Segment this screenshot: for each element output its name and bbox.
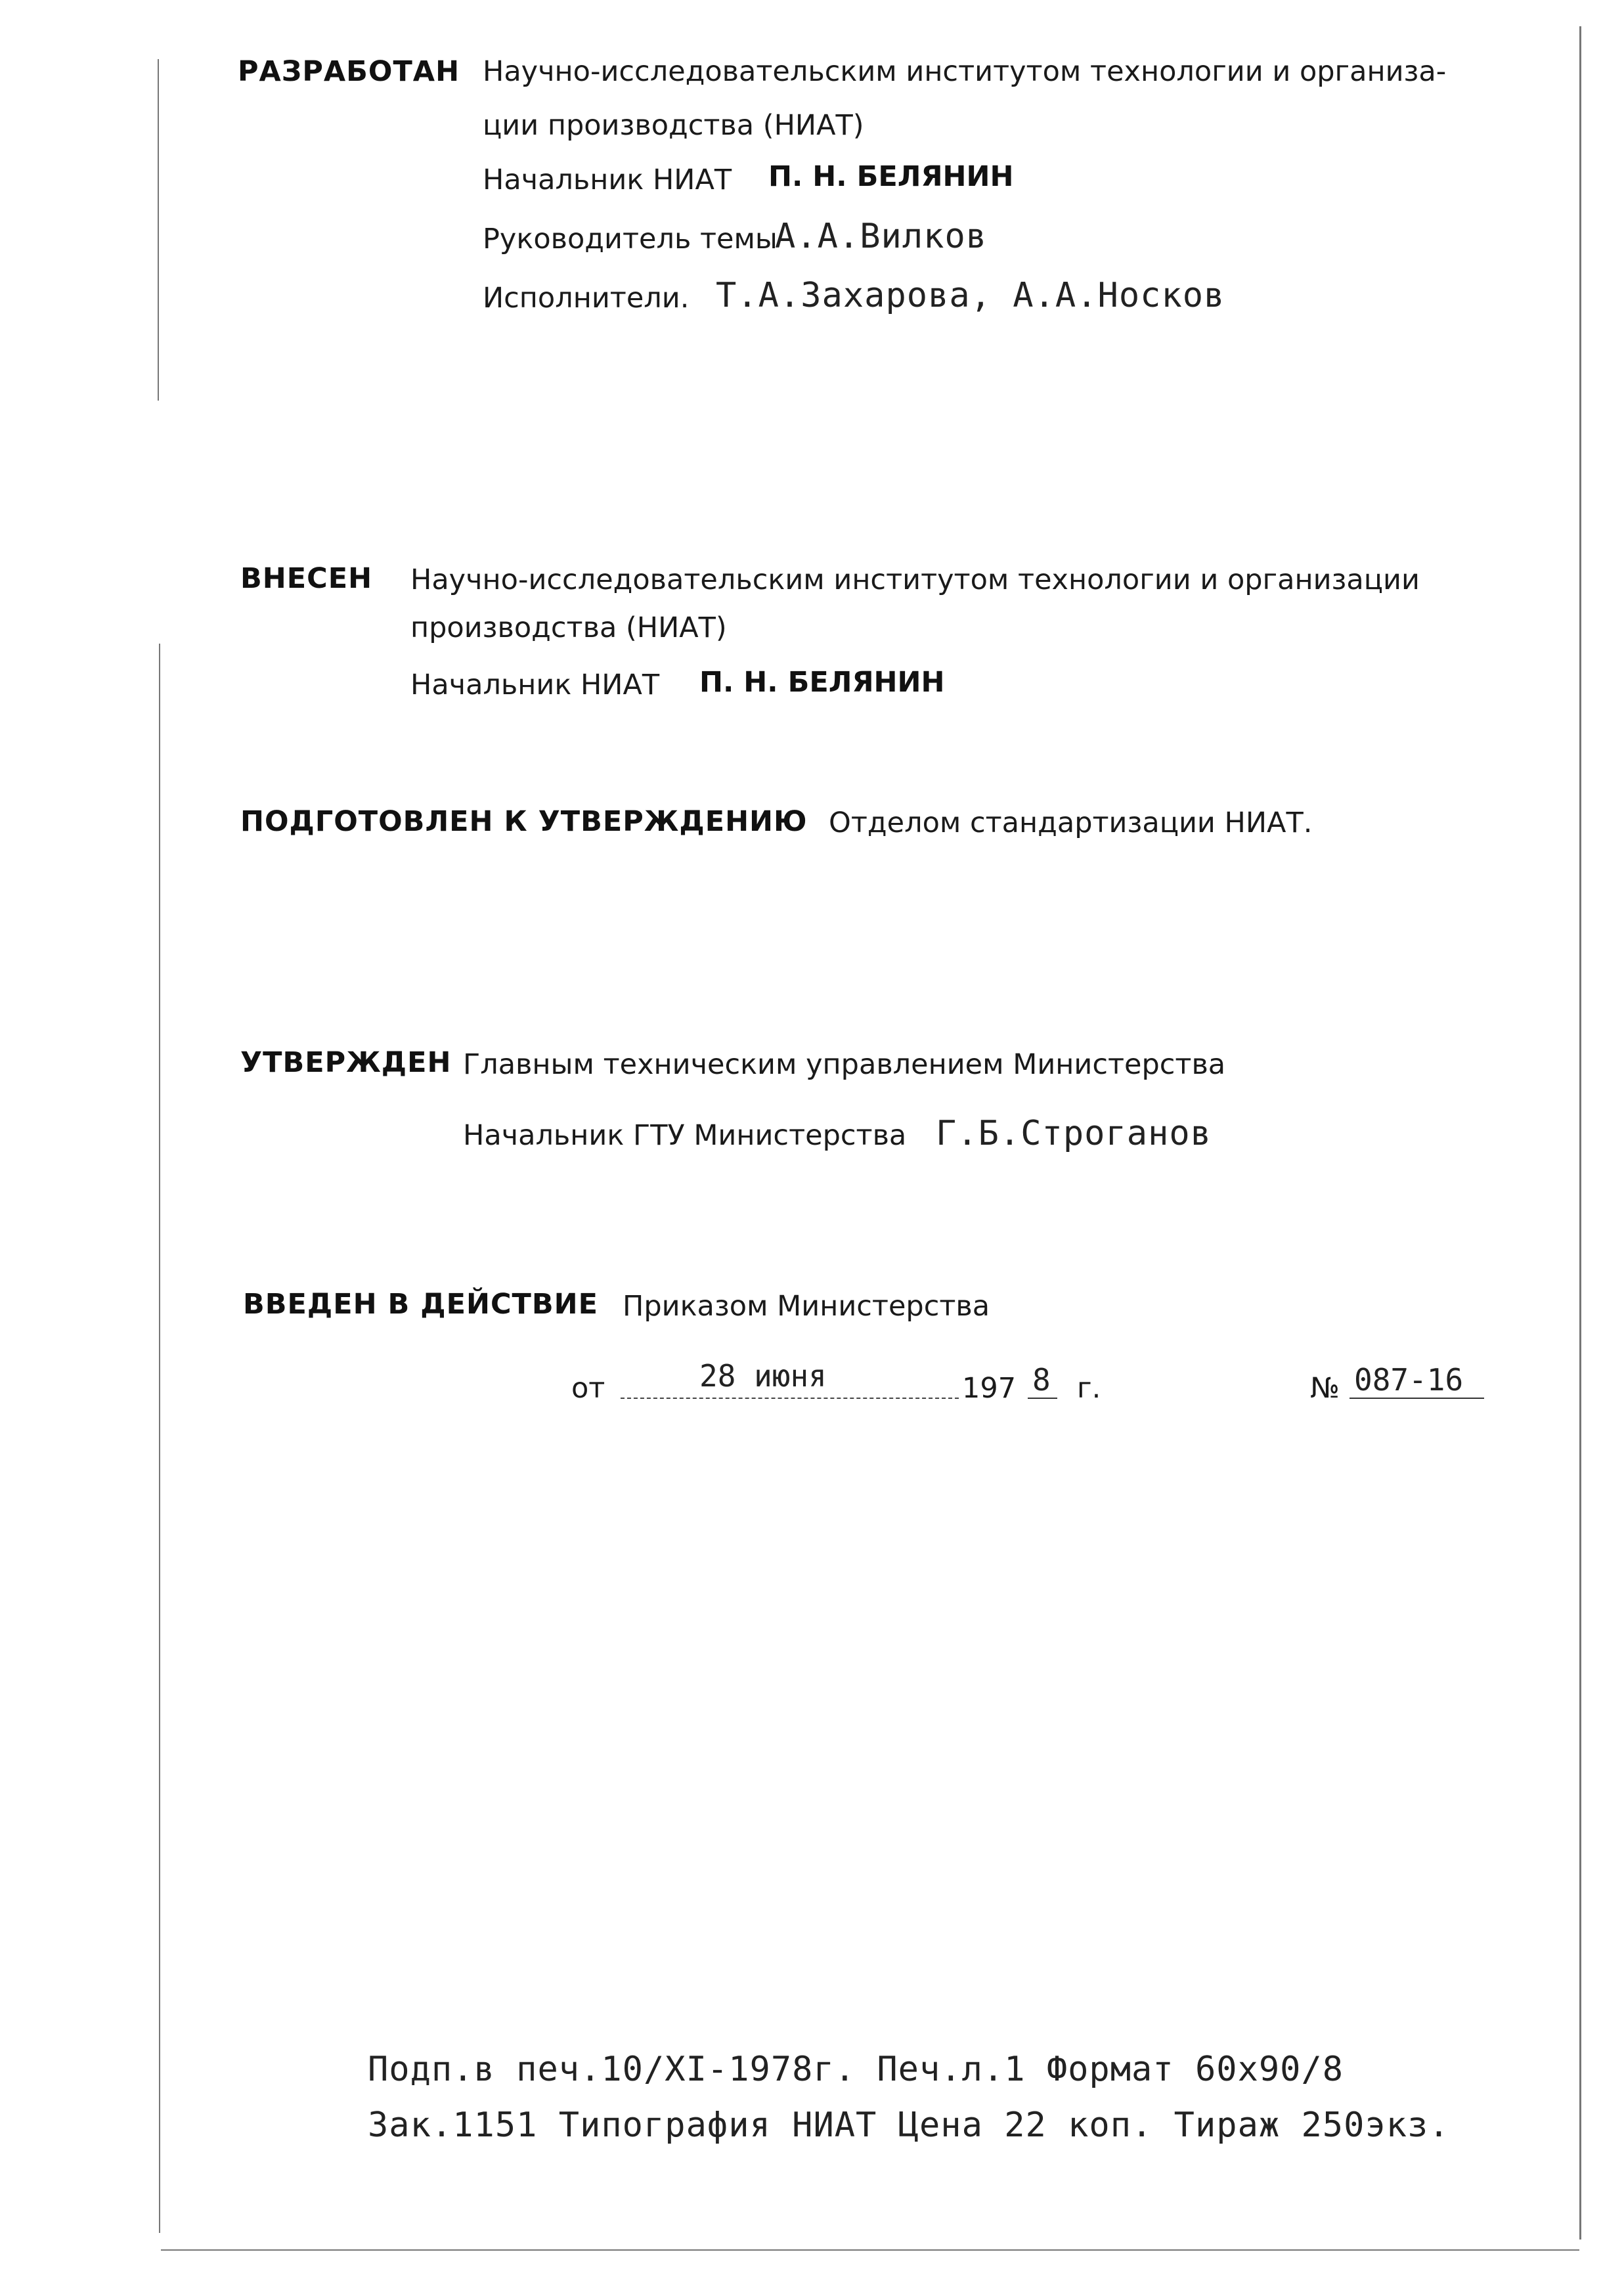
introduced-line-2: производства (НИАТ) <box>410 611 727 644</box>
introduced-line-1: Научно-исследовательским институтом технологии и организации <box>410 563 1420 596</box>
approved-head-label: Начальник ГТУ Министерства <box>463 1119 907 1152</box>
developed-line-1: Научно-исследовательским институтом технологии и организа- <box>483 55 1447 88</box>
introduced-head-name: П. Н. БЕЛЯНИН <box>699 666 945 699</box>
effective-year-line <box>1028 1398 1057 1399</box>
developed-line-2: ции производства (НИАТ) <box>483 109 864 142</box>
right-border-line <box>1579 26 1581 2240</box>
developed-performers-label: Исполнители. <box>483 282 690 315</box>
effective-year-suffix: г. <box>1077 1372 1101 1405</box>
approved-text: Главным техническим управлением Министерства <box>463 1048 1226 1081</box>
developed-heading: РАЗРАБОТАН <box>238 55 460 88</box>
prepared-heading: ПОДГОТОВЛЕН К УТВЕРЖДЕНИЮ <box>240 805 808 838</box>
left-border-line <box>158 59 159 401</box>
approved-heading: УТВЕРЖДЕН <box>240 1046 452 1079</box>
developed-performers-names: Т.А.Захарова, А.А.Носков <box>716 276 1225 315</box>
effective-from-label: от <box>571 1372 605 1405</box>
left-border-line-lower <box>159 644 160 2233</box>
effective-number-line <box>1350 1398 1484 1399</box>
effective-date-line <box>621 1398 959 1399</box>
developed-head-label: Начальник НИАТ <box>483 164 732 196</box>
approved-head-name: Г.Б.Строганов <box>936 1114 1212 1153</box>
bottom-border-line <box>161 2249 1579 2251</box>
effective-number-value: 087-16 <box>1354 1362 1464 1398</box>
developed-lead-label: Руководитель темы <box>483 223 778 255</box>
effective-text: Приказом Министерства <box>623 1290 990 1323</box>
introduced-heading: ВНЕСЕН <box>240 562 373 595</box>
introduced-head-label: Начальник НИАТ <box>410 669 660 701</box>
effective-heading: ВВЕДЕН В ДЕЙСТВИЕ <box>243 1288 598 1321</box>
effective-date-value: 28 июня <box>699 1358 827 1394</box>
imprint-line-1: Подп.в печ.10/XI-1978г. Печ.л.1 Формат 60х90/8 <box>368 2050 1344 2089</box>
imprint-line-2: Зак.1151 Типография НИАТ Цена 22 коп. Тираж 250экз. <box>368 2106 1450 2145</box>
prepared-text: Отделом стандартизации НИАТ. <box>829 806 1313 839</box>
effective-number-label: № <box>1310 1372 1340 1405</box>
developed-lead-name: А.А.Вилков <box>775 217 988 256</box>
effective-year-prefix: 197 <box>962 1372 1017 1405</box>
effective-year-digit: 8 <box>1032 1362 1051 1398</box>
developed-head-name: П. Н. БЕЛЯНИН <box>768 160 1014 193</box>
